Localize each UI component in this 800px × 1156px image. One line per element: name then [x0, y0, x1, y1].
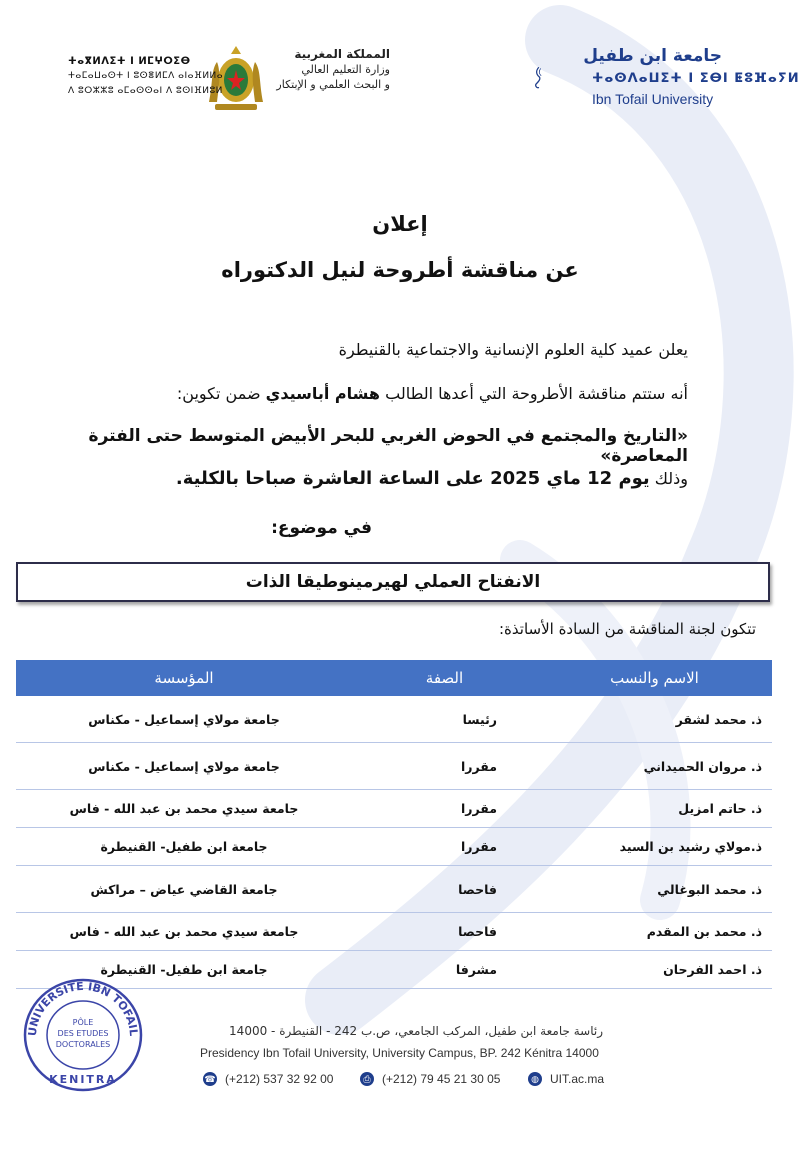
defense-date: يوم 12 ماي 2025	[490, 468, 650, 489]
university-name-arabic: جامعة ابن طفيل	[583, 46, 722, 66]
jury-name: ذ. محمد بن المقدم	[537, 913, 772, 951]
subject-label: في موضوع:	[271, 518, 372, 538]
ministry-line-2: وزارة التعليم العالي	[301, 63, 390, 76]
jury-role: مشرفا	[352, 951, 537, 989]
jury-table	[16, 660, 772, 989]
jury-role: فاحصا	[352, 866, 537, 913]
fax-number: (+212) 79 45 21 30 05	[382, 1072, 501, 1086]
dean-announcement-line: يعلن عميد كلية العلوم الإنسانية والاجتماعية بالقنيطرة	[338, 340, 688, 359]
table-row	[16, 743, 772, 790]
thesis-subject-box: الانفتاح العملي لهيرمينوطيقا الذات	[16, 562, 770, 602]
stamp-center-line-1: PÔLE	[72, 1018, 94, 1027]
university-name-english: Ibn Tofail University	[592, 91, 714, 107]
jury-name: ذ.مولاي رشيد بن السيد	[537, 828, 772, 866]
date-line-prefix: وذلك	[649, 469, 688, 488]
table-row	[16, 828, 772, 866]
fax-icon: ⎙	[360, 1072, 374, 1086]
jury-role: مقررا	[352, 828, 537, 866]
defense-date-line	[176, 468, 688, 489]
jury-institution: جامعة سيدي محمد بن عبد الله - فاس	[16, 790, 352, 828]
jury-name: ذ. محمد البوغالي	[537, 866, 772, 913]
stamp-center-line-2: DES ETUDES	[57, 1029, 109, 1038]
phone-icon: ☎	[204, 1074, 216, 1084]
table-row	[16, 790, 772, 828]
student-line-suffix: ضمن تكوين:	[176, 384, 266, 403]
stamp-ring-text: UNIVERSITE IBN TOFAIL	[25, 979, 141, 1037]
table-row	[16, 696, 772, 743]
jury-role: مقررا	[352, 743, 537, 790]
footer-fax	[360, 1070, 500, 1088]
header-name: الاسم والنسب	[537, 660, 772, 696]
jury-institution: جامعة القاضي عياض – مراكش	[16, 866, 352, 913]
ministry-name-tifinagh	[68, 54, 223, 99]
jury-role: فاحصا	[352, 913, 537, 951]
ministry-line-1: المملكة المغربية	[294, 47, 390, 61]
ministry-tifinagh-line-3: ⴷ ⵓⵔⵣⵣⵓ ⴰⵎⴰⵙⵙⴰⵏ ⴷ ⵓⵙⵏⴼⵍⵓⵍ	[68, 86, 223, 96]
jury-name: ذ. مروان الحميداني	[537, 743, 772, 790]
jury-name: ذ. احمد الفرحان	[537, 951, 772, 989]
jury-institution: جامعة مولاي إسماعيل - مكناس	[16, 743, 352, 790]
table-header-row	[16, 660, 772, 696]
jury-role: مقررا	[352, 790, 537, 828]
stamp-center-line-3: DOCTORALES	[55, 1040, 111, 1049]
ministry-line-3: و البحث العلمي و الإبتكار	[276, 78, 390, 91]
doctoral-program-title: «التاريخ والمجتمع في الحوض الغربي للبحر الأبيض المتوسط حتى الفترة المعاصرة»	[88, 426, 688, 466]
announcement-title: إعلان	[372, 212, 428, 236]
footer-phone	[203, 1070, 333, 1088]
website-link[interactable]: UIT.ac.ma	[550, 1072, 605, 1086]
jury-institution: جامعة ابن طفيل- القنيطرة	[16, 828, 352, 866]
phone-number: (+212) 537 32 92 00	[225, 1072, 334, 1086]
stamp-city: KENITRA	[49, 1073, 117, 1086]
ministry-name-arabic	[276, 47, 390, 92]
footer-address-english: Presidency Ibn Tofail University, University Campus, BP. 242 Kénitra 14000	[200, 1046, 599, 1060]
footer-address-arabic: رئاسة جامعة ابن طفيل، المركب الجامعي، ص.ب 242 - القنيطرة - 14000	[229, 1024, 603, 1038]
header-role: الصفة	[352, 660, 537, 696]
footer-website[interactable]	[528, 1070, 604, 1088]
jury-name: ذ. حاتم امزيل	[537, 790, 772, 828]
table-row	[16, 913, 772, 951]
jury-name: ذ. محمد لشقر	[537, 696, 772, 743]
jury-institution: جامعة سيدي محمد بن عبد الله - فاس	[16, 913, 352, 951]
doctoral-studies-stamp	[20, 975, 146, 1093]
ministry-tifinagh-line-1: ⵜⴰⴳⵍⴷⵉⵜ ⵏ ⵍⵎⵖⵔⵉⴱ	[68, 56, 191, 67]
thesis-student-line	[177, 384, 688, 403]
jury-institution: جامعة مولاي إسماعيل - مكناس	[16, 696, 352, 743]
student-name: هشام أباسيدي	[265, 384, 381, 403]
header-institution: المؤسسة	[16, 660, 352, 696]
committee-intro: تتكون لجنة المناقشة من السادة الأساتذة:	[498, 620, 756, 638]
jury-institution: جامعة ابن طفيل- القنيطرة	[16, 951, 352, 989]
announcement-subtitle: عن مناقشة أطروحة لنيل الدكتوراه	[221, 258, 579, 282]
university-swirl-icon	[533, 30, 583, 125]
defense-time-place: على الساعة العاشرة صباحا بالكلية.	[175, 468, 491, 489]
student-line-prefix: أنه ستتم مناقشة الأطروحة التي أعدها الطالب	[380, 384, 688, 403]
globe-icon: ◍	[528, 1072, 542, 1086]
ministry-tifinagh-line-2: ⵜⴰⵎⴰⵡⴰⵙⵜ ⵏ ⵓⵙⴻⵍⵎⴷ ⴰⵏⴰⴼⵍⵍⴰ	[68, 71, 224, 81]
table-row	[16, 866, 772, 913]
jury-role: رئيسا	[352, 696, 537, 743]
university-name-tifinagh: ⵜⴰⵙⴷⴰⵡⵉⵜ ⵏ ⵉⴱⵏ ⵟⵓⴼⴰⵢⵍ	[592, 71, 800, 86]
